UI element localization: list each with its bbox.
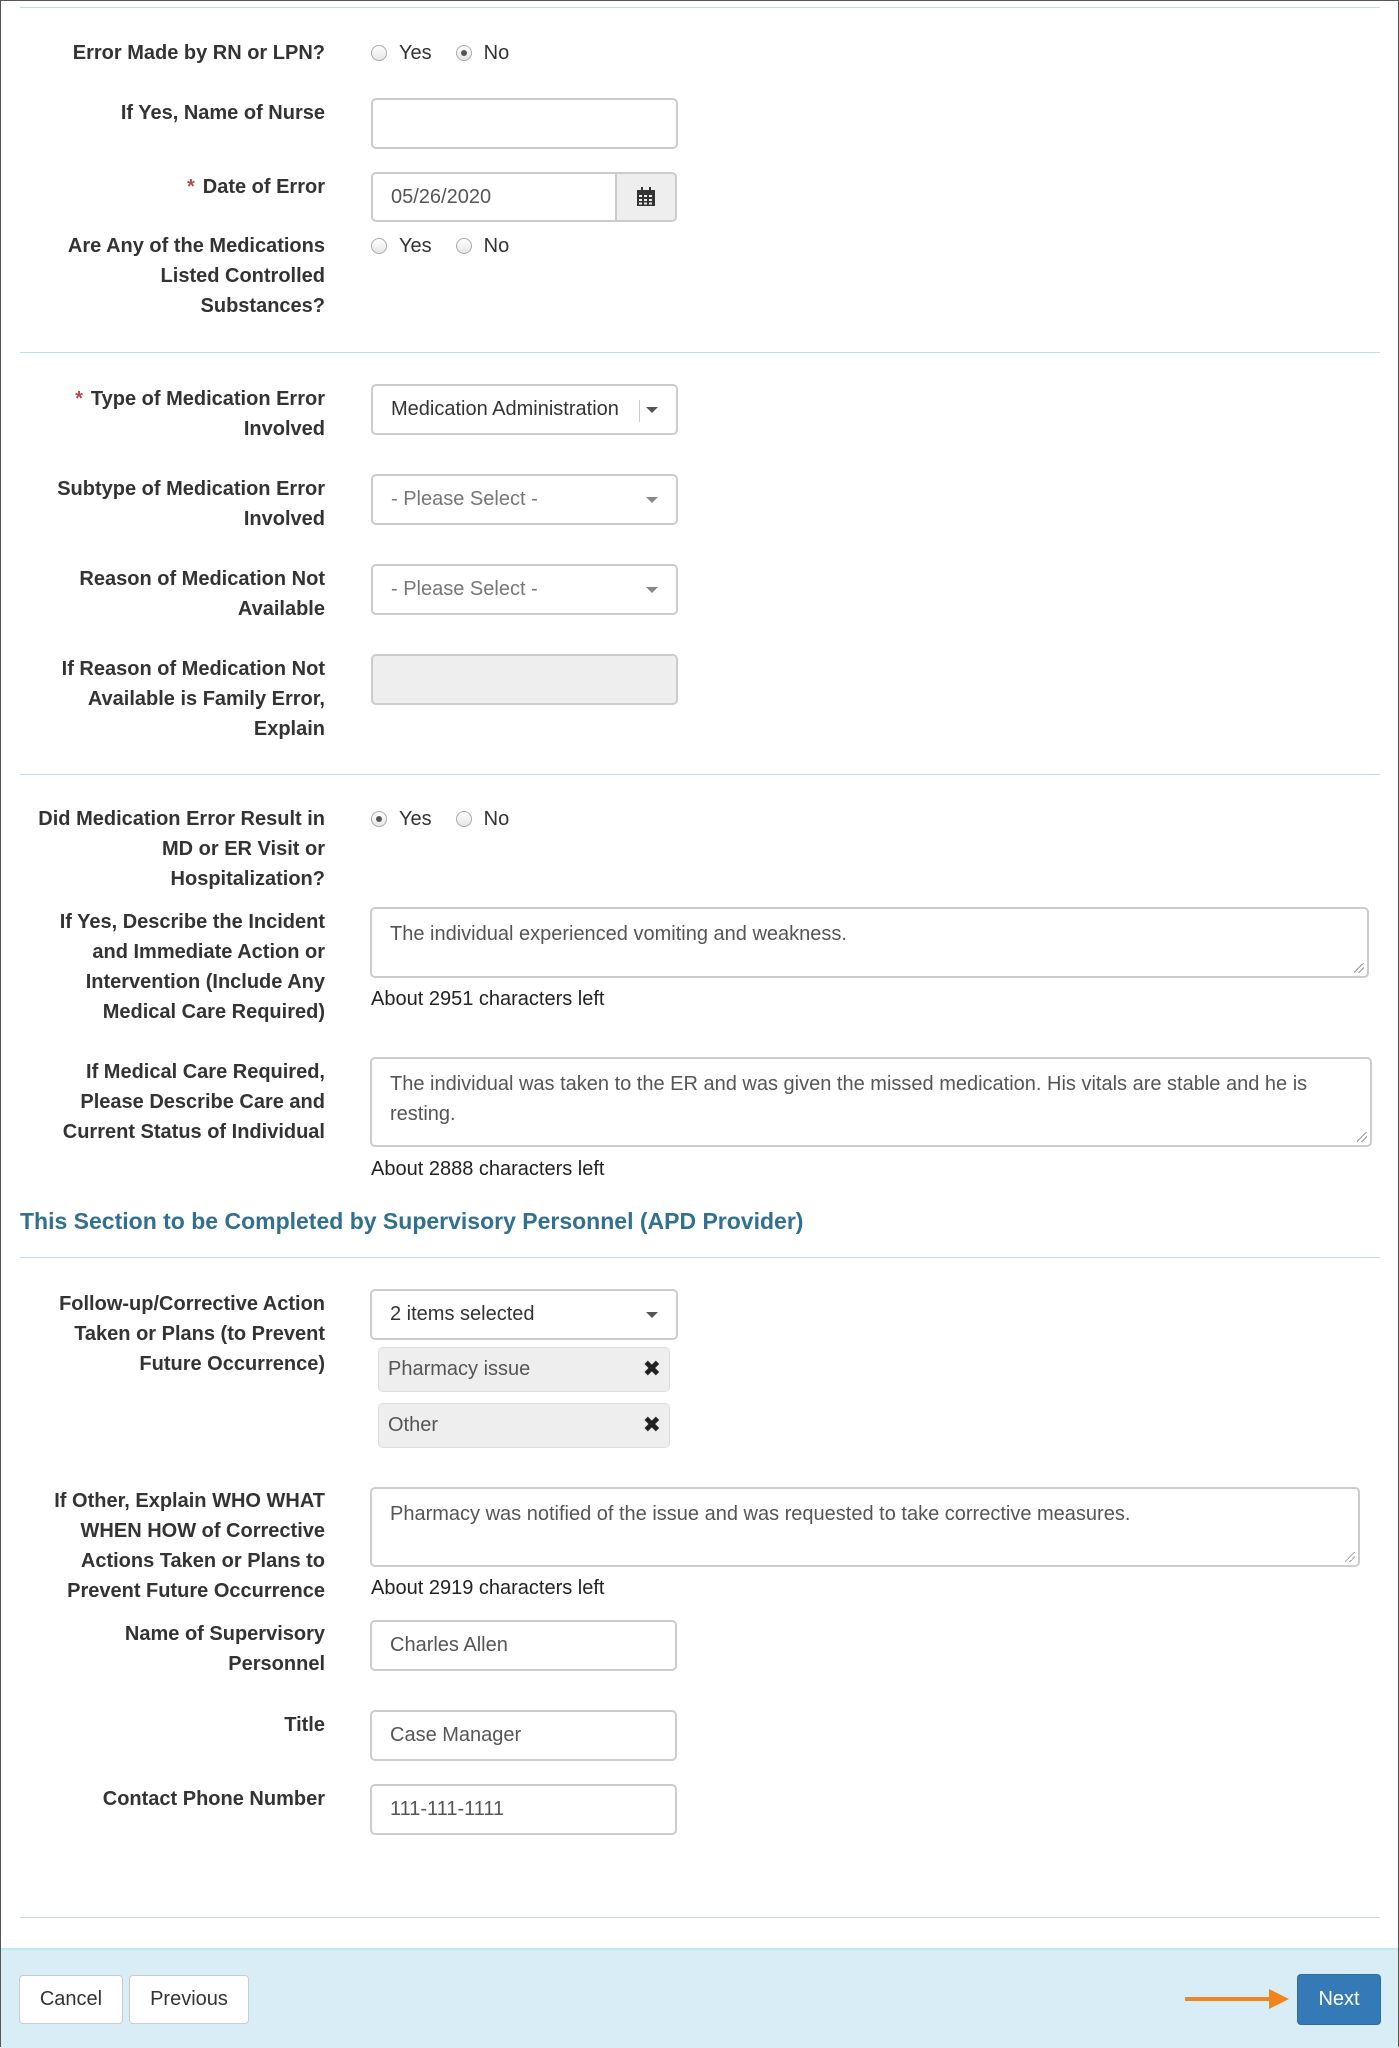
- type-of-error-label: * Type of Medication Error Involved: [75, 388, 325, 440]
- incident-description-label: If Yes, Describe the Incident and Immediate Action or Intervention (Include Any Medical Care Required): [59, 911, 325, 1023]
- controlled-substances-yes-radio[interactable]: [371, 238, 387, 254]
- close-icon[interactable]: ✖: [642, 1356, 661, 1381]
- divider: [20, 352, 1380, 353]
- select-divider: [639, 400, 640, 422]
- previous-button[interactable]: Previous: [129, 1975, 249, 2024]
- corrective-action-label: Follow-up/Corrective Action Taken or Plans (to Prevent Future Occurrence): [59, 1293, 325, 1375]
- radio-label: Yes: [399, 234, 432, 257]
- close-icon[interactable]: ✖: [642, 1412, 661, 1437]
- divider: [20, 1257, 1380, 1258]
- tag-pharmacy-issue: [378, 1347, 670, 1392]
- radio-label: No: [483, 234, 510, 257]
- family-error-explain-input: [371, 654, 678, 705]
- error-by-nurse-label: Error Made by RN or LPN?: [72, 42, 325, 64]
- textarea-value: The individual experienced vomiting and weakness.: [390, 923, 847, 945]
- radio-label: Yes: [399, 41, 432, 64]
- controlled-substances-label: Are Any of the Medications Listed Controlled Substances?: [67, 235, 325, 317]
- date-of-error-input[interactable]: 05/26/2020: [371, 172, 617, 222]
- corrective-action-select[interactable]: [370, 1289, 678, 1340]
- result-in-visit-yes-radio[interactable]: [371, 811, 387, 827]
- reason-not-available-label: Reason of Medication Not Available: [79, 568, 325, 620]
- next-button[interactable]: Next: [1297, 1974, 1381, 2025]
- other-chars-left: About 2919 characters left: [371, 1577, 605, 1599]
- select-value: 2 items selected: [390, 1303, 535, 1325]
- reason-not-available-select[interactable]: [371, 564, 678, 615]
- other-explain-label: If Other, Explain WHO WHAT WHEN HOW of Corrective Actions Taken or Plans to Prevent Future Occurrence: [54, 1490, 325, 1602]
- error-by-nurse-radios: [371, 38, 533, 68]
- controlled-substances-no-radio[interactable]: [456, 238, 472, 254]
- nurse-name-input[interactable]: [371, 98, 678, 149]
- date-of-error-label: * Date of Error: [186, 176, 325, 198]
- controlled-substances-radios: [371, 231, 533, 261]
- textarea-value: The individual was taken to the ER and was given the missed medication. His vitals are stable and he is resting.: [390, 1073, 1308, 1125]
- error-by-nurse-yes-radio[interactable]: [371, 45, 387, 61]
- other-explain-textarea[interactable]: [370, 1487, 1360, 1567]
- chevron-down-icon: [646, 407, 658, 413]
- phone-input[interactable]: 111-111-1111: [370, 1784, 677, 1835]
- type-of-error-select[interactable]: [371, 384, 678, 435]
- divider: [20, 774, 1380, 775]
- tag-label: Other: [388, 1414, 439, 1436]
- title-label: Title: [284, 1714, 325, 1736]
- supervisor-name-input[interactable]: Charles Allen: [370, 1620, 677, 1671]
- incident-chars-left: About 2951 characters left: [371, 988, 605, 1010]
- family-error-explain-label: If Reason of Medication Not Available is Family Error, Explain: [61, 658, 325, 740]
- arrow-right-icon: [1183, 1986, 1293, 2012]
- incident-description-textarea[interactable]: [370, 907, 1369, 978]
- supervisor-name-label: Name of Supervisory Personnel: [124, 1623, 325, 1675]
- tag-label: Pharmacy issue: [388, 1358, 531, 1380]
- care-description-textarea[interactable]: [370, 1057, 1372, 1147]
- textarea-value: Pharmacy was notified of the issue and was requested to take corrective measures.: [390, 1503, 1131, 1525]
- nurse-name-label: If Yes, Name of Nurse: [120, 102, 325, 124]
- supervisory-section-title: This Section to be Completed by Supervisory Personnel (APD Provider): [20, 1208, 804, 1234]
- subtype-of-error-label: Subtype of Medication Error Involved: [57, 478, 325, 530]
- result-in-visit-radios: [371, 804, 533, 834]
- care-description-label: If Medical Care Required, Please Describe Care and Current Status of Individual: [62, 1061, 325, 1143]
- calendar-button[interactable]: [616, 172, 677, 222]
- resize-handle[interactable]: [1354, 963, 1364, 973]
- divider: [20, 7, 1380, 8]
- select-value: - Please Select -: [391, 488, 538, 510]
- title-input[interactable]: Case Manager: [370, 1710, 677, 1761]
- result-in-visit-label: Did Medication Error Result in MD or ER Visit or Hospitalization?: [38, 808, 325, 890]
- care-chars-left: About 2888 characters left: [371, 1158, 605, 1180]
- select-value: Medication Administration: [391, 398, 619, 420]
- subtype-of-error-select[interactable]: [371, 474, 678, 525]
- radio-label: No: [483, 807, 510, 830]
- radio-label: No: [483, 41, 510, 64]
- divider: [20, 1917, 1380, 1918]
- tag-other: [378, 1403, 670, 1448]
- chevron-down-icon: [646, 1312, 658, 1318]
- result-in-visit-no-radio[interactable]: [456, 811, 472, 827]
- error-by-nurse-no-radio[interactable]: [456, 45, 472, 61]
- cancel-button[interactable]: Cancel: [19, 1975, 123, 2024]
- select-value: - Please Select -: [391, 578, 538, 600]
- radio-label: Yes: [399, 807, 432, 830]
- resize-handle[interactable]: [1345, 1552, 1355, 1562]
- phone-label: Contact Phone Number: [102, 1788, 325, 1810]
- chevron-down-icon: [646, 587, 658, 593]
- calendar-icon: [636, 187, 656, 207]
- chevron-down-icon: [646, 497, 658, 503]
- resize-handle[interactable]: [1357, 1132, 1367, 1142]
